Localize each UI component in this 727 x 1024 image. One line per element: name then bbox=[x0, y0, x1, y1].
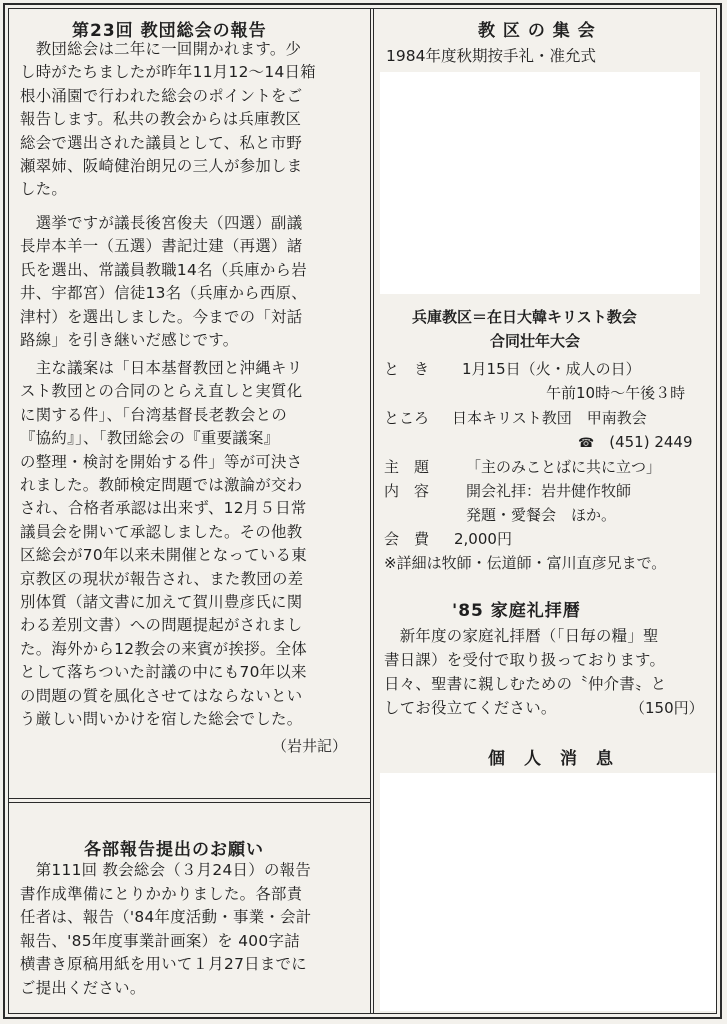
fee-value: 2,000円 bbox=[454, 530, 512, 548]
phone-number: (451) 2449 bbox=[609, 433, 693, 451]
blank-area-2 bbox=[380, 773, 716, 1011]
fee-label: 会 費 bbox=[384, 530, 430, 548]
theme-label: 主 題 bbox=[384, 458, 430, 476]
youth-heading-1: 兵庫教区＝在日大韓キリスト教会 bbox=[412, 308, 637, 326]
where-value: 日本キリスト教団 甲南教会 bbox=[452, 409, 647, 427]
calendar-body: 新年度の家庭礼拝暦（「日毎の糧」聖 書日課）を受付で取り扱っております。 日々、聖書に親しむための〝仲介書〟と してお役立てください。 bbox=[384, 627, 667, 717]
calendar-price: （150円） bbox=[630, 699, 704, 717]
ordination-heading: 1984年度秋期按手礼・准允式 bbox=[386, 47, 596, 65]
gathering-title: 教 区 の 集 会 bbox=[478, 21, 596, 41]
column-divider-double bbox=[373, 8, 374, 1014]
column-divider bbox=[370, 8, 371, 1014]
blank-area bbox=[380, 72, 700, 294]
request-body: 第111回 教会総会（３月24日）の報告 書作成準備にとりかかりました。各部責 任者は、報告（'84年度活動・事業・会計 報告、'85年度事業計画案）を 400字詰 横書き原稿用紙を用いて１月27日までに ご提出ください。 bbox=[20, 861, 312, 997]
phone-icon: ☎ bbox=[578, 436, 595, 451]
time-value: 午前10時〜午後３時 bbox=[546, 384, 686, 402]
report-paragraph-3: 主な議案は「日本基督教団と沖縄キリ スト教団との合同のとらえ直しと実質化 に関する件」、「台湾基督長老教会との 『協約』」、「教団総会の『重要議案』 の整理・検討を開始する件」等が可決さ れました。教師検定問題では激論が交わ され、合格者承認は出来ず、12月５日常 議員会を開いて承認しました。その他教 区総会が70年以来未開催となっている東 京教区の現状が報告され、また教団の差 別体質（諸文書に加えて賀川豊彦氏に関 わる差別文書）への問題提起がされまし た。海外から12教会の来賓が挨拶。全体 として落ちついた討議の中にも70年以来 の問題の質を風化させてはならないとい う厳しい問いかけを宿した総会でした。 bbox=[20, 359, 307, 729]
report-title: 第23回 教団総会の報告 bbox=[72, 21, 267, 41]
section-divider bbox=[8, 798, 370, 799]
request-title: 各部報告提出のお願い bbox=[84, 840, 264, 860]
theme-value: 「主のみことばに共に立つ」 bbox=[466, 458, 662, 476]
content-value-2: 発題・愛餐会 ほか。 bbox=[466, 506, 617, 524]
report-paragraph-2: 選挙ですが議長後宮俊夫（四選）副議 長岸本羊一（五選）書記辻建（再選）諸 氏を選出、常議員教職14名（兵庫から岩 井、宇都宮）信徒13名（兵庫から西原、 津村）を選出しました。今までの「対話 路線」を引き継いだ感じです。 bbox=[20, 214, 307, 350]
calendar-title: '85 家庭礼拝暦 bbox=[452, 601, 581, 621]
content-value-1: 開会礼拝：岩井健作牧師 bbox=[466, 482, 632, 500]
personal-news-title: 個 人 消 息 bbox=[488, 749, 614, 769]
phone-line bbox=[578, 431, 693, 452]
report-signature: （岩井記） bbox=[272, 737, 348, 755]
where-label: ところ bbox=[384, 409, 430, 427]
contact-note: ※詳細は牧師・伝道師・富川直彦兄まで。 bbox=[384, 554, 667, 572]
section-divider-double bbox=[8, 802, 370, 803]
when-value: 1月15日（火・成人の日） bbox=[462, 360, 641, 378]
youth-heading-2: 合同壮年大会 bbox=[490, 332, 581, 350]
when-label: と き bbox=[384, 360, 430, 378]
report-paragraph-1: 教団総会は二年に一回開かれます。少 し時がたちましたが昨年11月12〜14日箱 根小涌園で行われた総会のポイントをご 報告します。私共の教会からは兵庫教区 総会で選出された議員として、私と市野 瀬翠姉、阪崎健治朗兄の三人が参加しま した。 bbox=[20, 40, 316, 199]
content-label: 内 容 bbox=[384, 482, 430, 500]
